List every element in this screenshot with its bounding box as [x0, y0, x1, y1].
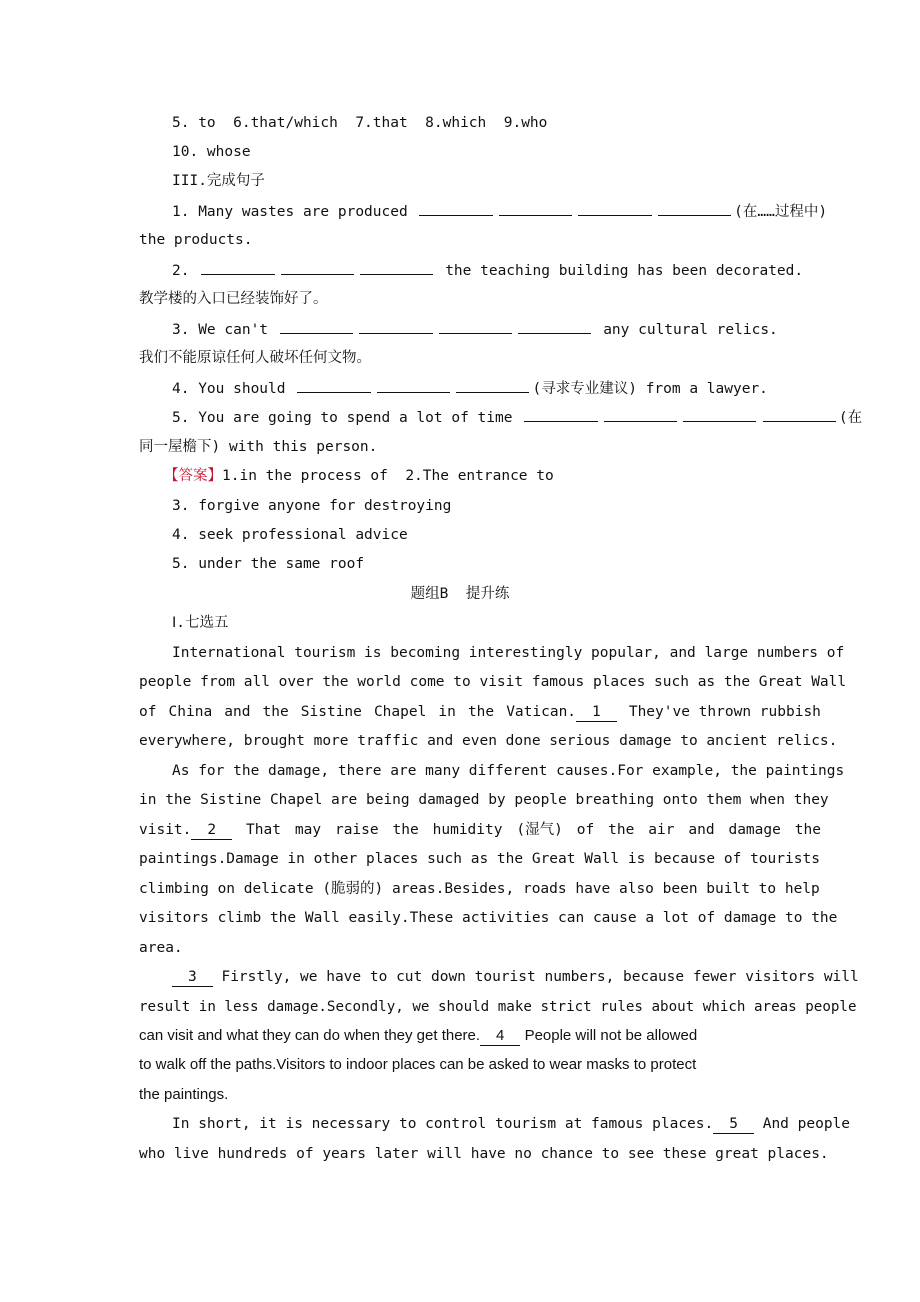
blank[interactable] [439, 319, 512, 334]
question-2-line: 2. the teaching building has been decorated. [172, 260, 803, 280]
blank[interactable] [499, 201, 572, 216]
passage-p3-l2: result in less damage.Secondly, we should make strict rules about which areas people [139, 999, 857, 1015]
passage-p2-l2: in the Sistine Chapel are being damaged by people breathing onto them when they [139, 792, 829, 808]
answer-line-5: 5. under the same roof [172, 556, 365, 572]
group-title: 题组B 提升练 [410, 586, 510, 602]
answer-line-3: 3. forgive anyone for destroying [172, 498, 452, 514]
group-heading: Ⅰ.七选五 [172, 615, 229, 631]
passage-p3-l3: can visit and what they can do when they get there. 4 People will not be allowed [139, 1027, 698, 1044]
passage-p1-l1: International tourism is becoming interestingly popular, and large numbers of [172, 645, 845, 661]
section-heading: III.完成句子 [172, 173, 265, 189]
blank[interactable] [658, 201, 731, 216]
blank[interactable] [578, 201, 651, 216]
blank-1[interactable]: 1 [576, 703, 617, 722]
blank[interactable] [419, 201, 492, 216]
passage-p3-l5: the paintings. [139, 1086, 229, 1103]
blank[interactable] [297, 378, 370, 393]
question-1-cont: the products. [139, 232, 253, 248]
answer-tag: 【答案】 [164, 468, 222, 484]
passage-p2-l4: paintings.Damage in other places such as the Great Wall is because of tourists [139, 851, 820, 867]
blank[interactable] [456, 378, 529, 393]
blank[interactable] [280, 319, 353, 334]
question-3-chinese: 我们不能原谅任何人破坏任何文物。 [139, 350, 371, 366]
blank[interactable] [359, 319, 432, 334]
blank[interactable] [604, 407, 677, 422]
blank[interactable] [377, 378, 450, 393]
passage-p1-l4: everywhere, brought more traffic and even done serious damage to ancient relics. [139, 733, 838, 749]
blank[interactable] [518, 319, 591, 334]
passage-p2-l5: climbing on delicate (脆弱的) areas.Besides, roads have also been built to help [139, 881, 820, 897]
question-1-line: 1. Many wastes are produced (在……过程中) [172, 201, 827, 221]
blank[interactable] [524, 407, 597, 422]
answer-line-1: 【答案】1.in the process of 2.The entrance to [164, 468, 554, 484]
passage-p2-l3: visit. 2 That may raise the humidity (湿气) of the air and damage the [139, 822, 821, 838]
question-4-line: 4. You should (寻求专业建议) from a lawyer. [172, 378, 768, 398]
blank-2[interactable]: 2 [191, 821, 232, 840]
blank[interactable] [281, 260, 354, 275]
passage-p2-l1: As for the damage, there are many different causes.For example, the paintings [172, 763, 845, 779]
blank[interactable] [683, 407, 756, 422]
passage-p1-l2: people from all over the world come to visit famous places such as the Great Wall [139, 674, 847, 690]
blank[interactable] [360, 260, 433, 275]
blank[interactable] [201, 260, 274, 275]
passage-p2-l6: visitors climb the Wall easily.These activities can cause a lot of damage to the [139, 910, 838, 926]
question-3-line: 3. We can't any cultural relics. [172, 319, 778, 339]
passage-p3-l4: to walk off the paths.Visitors to indoor places can be asked to wear masks to protect [139, 1056, 697, 1073]
passage-p4-l1: In short, it is necessary to control tourism at famous places. 5 And people [172, 1116, 851, 1132]
question-5-line: 5. You are going to spend a lot of time (在 [172, 407, 862, 427]
passage-p3-l1: 3 Firstly, we have to cut down tourist numbers, because fewer visitors will [172, 967, 859, 987]
prev-answers-line-2: 10. whose [172, 144, 251, 160]
question-2-chinese: 教学楼的入口已经装饰好了。 [139, 291, 328, 307]
blank-4[interactable]: 4 [480, 1027, 520, 1046]
blank-5[interactable]: 5 [713, 1115, 754, 1134]
passage-p1-l3: of China and the Sistine Chapel in the Vatican. 1 They've thrown rubbish [139, 704, 821, 720]
question-5-cont: 同一屋檐下) with this person. [139, 439, 378, 455]
blank-3[interactable]: 3 [172, 968, 213, 987]
blank[interactable] [763, 407, 836, 422]
passage-p4-l2: who live hundreds of years later will have no chance to see these great places. [139, 1146, 829, 1162]
answer-line-4: 4. seek professional advice [172, 527, 408, 543]
passage-p2-l7: area. [139, 940, 183, 956]
prev-answers-line-1: 5. to 6.that/which 7.that 8.which 9.who [172, 115, 548, 131]
